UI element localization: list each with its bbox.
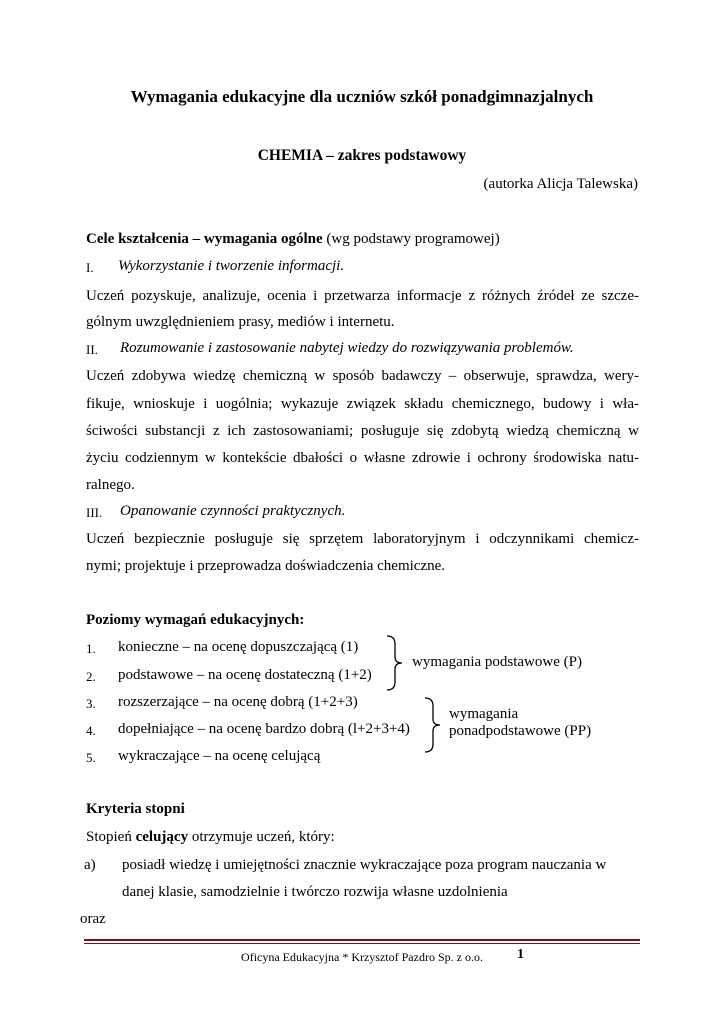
group-basic-label: wymagania podstawowe (P) <box>412 654 582 670</box>
footer-rule <box>84 939 640 941</box>
level-number: 2. <box>86 669 96 684</box>
criteria-intro-after: otrzymuje uczeń, który: <box>188 829 335 845</box>
goal-title: Rozumowanie i zastosowanie nabytej wiedzy do rozwiązywania problemów. <box>120 340 574 356</box>
level-text: rozszerzające – na ocenę dobrą (1+2+3) <box>118 694 358 710</box>
goal-text-line: gólnym uwzględnieniem prasy, mediów i internetu. <box>86 314 395 330</box>
criteria-item-line: posiadł wiedzę i umiejętności znacznie wykraczające poza program nauczania w <box>122 857 607 873</box>
criteria-intro-bold: celujący <box>135 829 189 845</box>
goal-title: Wykorzystanie i tworzenie informacji. <box>118 258 345 274</box>
goal-title: Opanowanie czynności praktycznych. <box>120 503 346 519</box>
goal-text-line: ściwości substancji z ich zastosowaniami; posługuje się zdobytą wiedzą chemiczną w <box>86 423 639 439</box>
goal-numeral: II. <box>86 342 98 357</box>
levels-heading: Poziomy wymagań edukacyjnych: <box>86 612 305 628</box>
goals-heading-rest: (wg podstawy programowej) <box>322 231 500 247</box>
goals-heading-bold: Cele kształcenia – wymagania ogólne <box>86 231 323 247</box>
goal-text-line: Uczeń pozyskuje, analizuje, ocenia i przetwarza informacje z różnych źródeł ze szcze- <box>86 288 639 304</box>
goal-text-line: życiu codziennym w kontekście dbałości o własne zdrowie i ochrony środowiska natu- <box>86 450 639 466</box>
criteria-intro-before: Stopień <box>86 829 136 845</box>
footer-publisher: Oficyna Edukacyjna * Krzysztof Pazdro Sp. z o.o. <box>241 950 483 964</box>
footer-rule <box>84 943 640 944</box>
goal-numeral: I. <box>86 260 94 275</box>
criteria-conjunction: oraz <box>80 911 106 927</box>
level-number: 1. <box>86 641 96 656</box>
goal-text-line: Uczeń zdobywa wiedzę chemiczną w sposób badawczy – obserwuje, sprawdza, wery- <box>86 368 639 384</box>
criteria-heading: Kryteria stopni <box>86 801 185 817</box>
group-extended-label: wymagania <box>449 706 519 722</box>
right-brace-extended <box>423 696 443 754</box>
goal-numeral: III. <box>86 505 103 520</box>
level-text: podstawowe – na ocenę dostateczną (1+2) <box>118 667 372 683</box>
level-number: 5. <box>86 750 96 765</box>
goal-text-line: ralnego. <box>86 477 135 493</box>
level-text: wykraczające – na ocenę celującą <box>118 748 321 764</box>
criteria-item-line: danej klasie, samodzielnie i twórczo rozwija własne uzdolnienia <box>122 884 508 900</box>
level-text: konieczne – na ocenę dopuszczającą (1) <box>118 639 359 655</box>
level-number: 3. <box>86 696 96 711</box>
criteria-intro <box>86 829 335 846</box>
author-line: (autorka Alicja Talewska) <box>483 176 638 192</box>
level-number: 4. <box>86 723 96 738</box>
goal-text-line: nymi; projektuje i przeprowadza doświadczenia chemiczne. <box>86 558 446 574</box>
goals-heading <box>86 231 500 248</box>
goal-text-line: fikuje, wnioskuje i uogólnia; wykazuje związek składu chemicznego, budowy i wła- <box>86 396 639 412</box>
criteria-item-label: a) <box>84 857 96 873</box>
group-extended-label: ponadpodstawowe (PP) <box>449 723 592 739</box>
subject-title: CHEMIA – zakres podstawowy <box>257 147 467 164</box>
goal-text-line: Uczeń bezpiecznie posługuje się sprzętem laboratoryjnym i odczynnikami chemicz- <box>86 531 639 547</box>
page-number: 1 <box>517 947 524 962</box>
document-title: Wymagania edukacyjne dla uczniów szkół ponadgimnazjalnych <box>130 87 594 106</box>
right-brace-basic <box>385 634 405 692</box>
level-text: dopełniające – na ocenę bardzo dobrą (l+2+3+4) <box>118 721 410 737</box>
